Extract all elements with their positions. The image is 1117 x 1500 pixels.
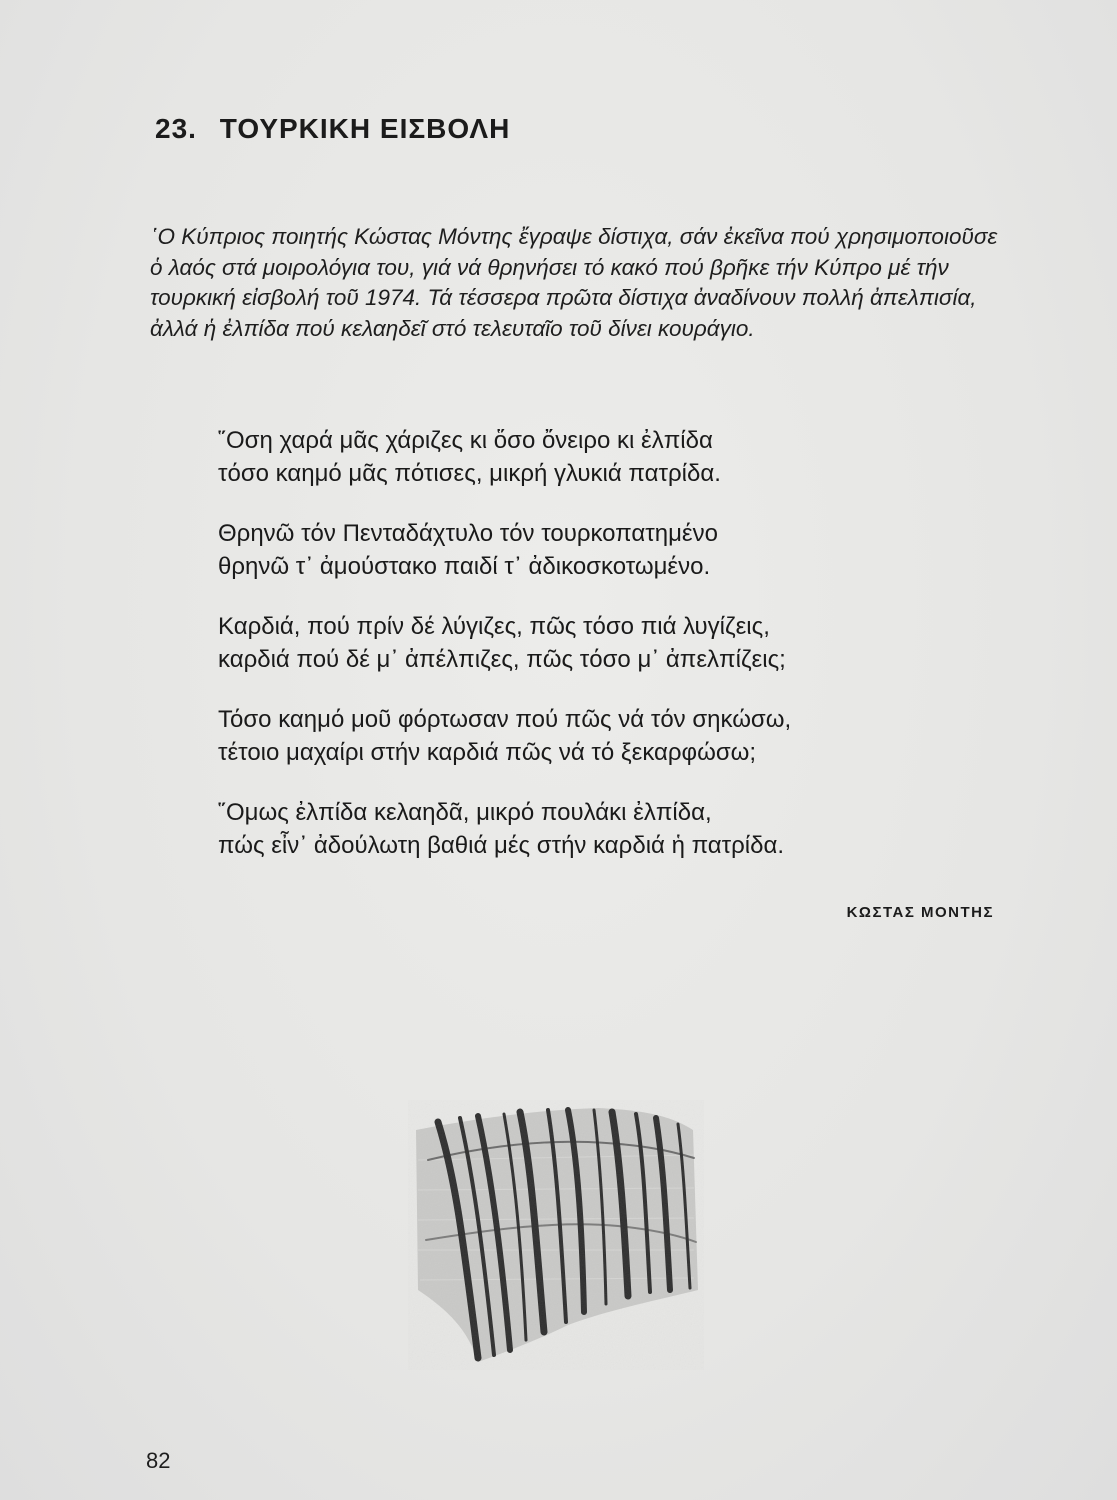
- poem-stanza: [218, 796, 978, 862]
- poem-stanza: [218, 424, 978, 490]
- poem-line: ῞Οση χαρά μᾶς χάριζες κι ὅσο ὄνειρο κι ἐλπίδα: [218, 427, 713, 454]
- chapter-heading: [155, 113, 510, 145]
- chapter-title: ΤΟΥΡΚΙΚΗ ΕΙΣΒΟΛΗ: [219, 113, 511, 144]
- poem-author: ΚΩΣΤΑΣ ΜΟΝΤΗΣ: [846, 904, 994, 921]
- poem-line: θρηνῶ τ᾿ ἀμούστακο παιδί τ᾿ ἀδικοσκοτωμένο.: [218, 553, 711, 580]
- woodcut-illustration-icon: [408, 1100, 704, 1370]
- chapter-number: 23.: [155, 113, 197, 144]
- poem-line: Καρδιά, πού πρίν δέ λύγιζες, πῶς τόσο πιά λυγίζεις,: [218, 613, 770, 640]
- page-number: 82: [146, 1448, 171, 1473]
- poem-stanza: [218, 703, 978, 769]
- poem-line: Τόσο καημό μοῦ φόρτωσαν πού πῶς νά τόν σηκώσω,: [218, 706, 792, 733]
- poem-line: καρδιά πού δέ μ᾿ ἀπέλπιζες, πῶς τόσο μ᾿ ἀπελπίζεις;: [218, 646, 786, 673]
- poem-line: Θρηνῶ τόν Πενταδάχτυλο τόν τουρκοπατημένο: [218, 520, 718, 547]
- poem-stanza: [218, 610, 978, 676]
- poem-line: τόσο καημό μᾶς πότισες, μικρή γλυκιά πατρίδα.: [218, 460, 721, 487]
- poem-line: ῞Ομως ἐλπίδα κελαηδᾶ, μικρό πουλάκι ἐλπίδα,: [218, 799, 712, 826]
- poem: [218, 424, 978, 889]
- poem-line: τέτοιο μαχαίρι στήν καρδιά πῶς νά τό ξεκαρφώσω;: [218, 739, 757, 766]
- poem-line: πώς εἶν᾿ ἀδούλωτη βαθιά μές στήν καρδιά ἡ πατρίδα.: [218, 832, 785, 859]
- poem-stanza: [218, 517, 978, 583]
- intro-paragraph: ῾Ο Κύπριος ποιητής Κώστας Μόντης ἔγραψε δίστιχα, σάν ἐκεῖνα πού χρησιμοποιοῦσε ὁ λαός στά μοιρολόγια του, γιά νά θρηνήσει τό κακό πού βρῆκε τήν Κύπρο μέ τήν τουρκική εἰσβολή τοῦ 1974. Τά τέσσερα πρῶτα δίστιχα ἀναδίνουν πολλή ἀπελπισία, ἀλλά ἡ ἐλπίδα πού κελαηδεῖ στό τελευταῖο τοῦ δίνει κουράγιο.: [150, 224, 998, 341]
